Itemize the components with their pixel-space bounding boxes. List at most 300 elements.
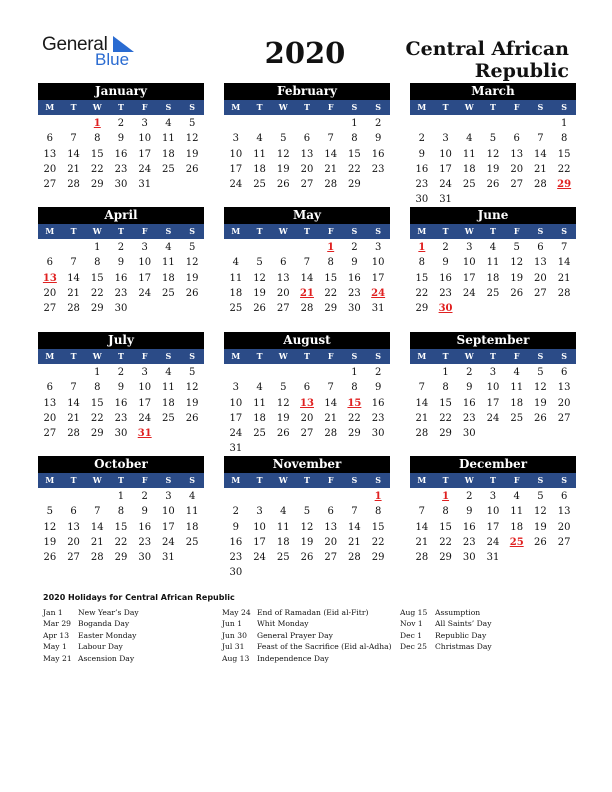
holiday-item xyxy=(43,653,139,664)
day-grid xyxy=(224,116,390,192)
holiday-column xyxy=(400,607,492,653)
day: 16 xyxy=(371,397,385,409)
holiday-item xyxy=(43,607,139,618)
weekday-label: T xyxy=(304,475,310,485)
empty-cell xyxy=(457,116,481,131)
day: 20 xyxy=(43,412,57,424)
day: 1 xyxy=(442,367,449,378)
empty-cell xyxy=(295,240,319,255)
day: 25 xyxy=(462,179,476,191)
day: 17 xyxy=(253,536,266,548)
day: 15 xyxy=(114,521,128,533)
day: 17 xyxy=(371,272,385,284)
day: 8 xyxy=(442,506,449,518)
weekday-header xyxy=(410,224,576,239)
weekday-label: M xyxy=(231,351,241,361)
day: 26 xyxy=(185,287,199,299)
weekday-header xyxy=(38,349,204,364)
weekday-label: S xyxy=(189,226,196,236)
day: 25 xyxy=(162,287,175,299)
day: 27 xyxy=(276,303,290,315)
weekday-label: W xyxy=(278,102,288,112)
month-may xyxy=(224,207,390,316)
weekday-label: T xyxy=(256,102,263,112)
day: 12 xyxy=(43,521,57,533)
empty-cell xyxy=(62,240,86,255)
day: 5 xyxy=(280,382,287,394)
day: 27 xyxy=(534,287,547,299)
day: 10 xyxy=(138,382,152,394)
holiday-item xyxy=(400,630,492,641)
day: 24 xyxy=(138,287,152,299)
day: 30 xyxy=(114,428,128,440)
empty-cell xyxy=(38,240,62,255)
day: 23 xyxy=(371,412,385,424)
day: 2 xyxy=(232,506,240,518)
day: 8 xyxy=(327,257,334,269)
day: 8 xyxy=(94,257,101,269)
day: 16 xyxy=(138,521,152,533)
weekday-label: F xyxy=(327,351,334,361)
empty-cell xyxy=(481,116,505,131)
holiday-item xyxy=(400,607,492,618)
holiday-day: 13 xyxy=(42,272,57,284)
holiday-date: Dec 25 xyxy=(400,642,427,652)
month-name: April xyxy=(38,207,204,224)
weekday-label: T xyxy=(490,226,496,236)
day: 27 xyxy=(67,552,80,564)
day: 12 xyxy=(510,257,524,269)
day: 7 xyxy=(418,506,426,518)
day: 16 xyxy=(229,536,243,548)
day: 10 xyxy=(229,148,243,160)
country-line-1: Central African xyxy=(405,38,569,60)
holiday-name: Whit Monday xyxy=(257,619,309,629)
day: 31 xyxy=(229,443,243,455)
day: 6 xyxy=(537,242,544,253)
holiday-date: Apr 13 xyxy=(43,630,70,640)
day: 25 xyxy=(253,428,266,440)
day: 12 xyxy=(185,257,199,269)
holiday-day: 24 xyxy=(371,287,386,299)
day: 13 xyxy=(324,521,338,533)
day: 5 xyxy=(489,133,497,145)
day: 9 xyxy=(418,148,426,160)
day: 20 xyxy=(510,163,524,175)
day: 12 xyxy=(276,148,290,160)
day: 24 xyxy=(486,536,500,548)
day: 2 xyxy=(466,367,473,378)
weekday-label: S xyxy=(189,102,196,112)
day: 10 xyxy=(229,397,243,409)
day: 28 xyxy=(324,179,338,191)
day: 2 xyxy=(466,491,473,502)
day: 6 xyxy=(303,133,311,145)
day: 22 xyxy=(415,287,429,299)
holiday-item xyxy=(43,641,139,652)
day: 7 xyxy=(351,506,358,518)
day: 16 xyxy=(371,148,385,160)
weekday-label: S xyxy=(351,475,358,485)
day: 5 xyxy=(188,367,196,378)
day: 23 xyxy=(415,179,429,191)
holiday-day: 13 xyxy=(300,397,314,409)
day: 19 xyxy=(510,272,524,284)
weekday-label: S xyxy=(351,226,358,236)
weekday-label: T xyxy=(70,475,77,485)
day: 6 xyxy=(46,133,54,145)
day: 31 xyxy=(371,303,385,315)
day: 17 xyxy=(229,412,243,424)
empty-cell xyxy=(38,365,62,380)
day: 17 xyxy=(138,148,152,160)
day: 20 xyxy=(557,521,571,533)
day: 13 xyxy=(43,397,57,409)
weekday-label: W xyxy=(278,226,288,236)
day: 29 xyxy=(90,428,104,440)
holidays-title: 2020 Holidays for Central African Republic xyxy=(43,593,235,602)
day: 11 xyxy=(162,133,175,145)
day-grid xyxy=(38,365,204,441)
day: 24 xyxy=(253,552,266,564)
day: 30 xyxy=(114,179,128,191)
day: 27 xyxy=(43,428,57,440)
empty-cell xyxy=(38,489,62,504)
day: 16 xyxy=(462,397,476,409)
day: 24 xyxy=(462,287,476,299)
day: 12 xyxy=(534,382,547,394)
day: 20 xyxy=(300,163,314,175)
day: 31 xyxy=(439,194,452,206)
day: 13 xyxy=(67,521,80,533)
day: 4 xyxy=(232,257,240,269)
holiday-day: 1 xyxy=(442,491,450,502)
day: 19 xyxy=(534,521,547,533)
day: 25 xyxy=(276,552,290,564)
day: 26 xyxy=(486,179,500,191)
day: 24 xyxy=(229,428,243,440)
day: 19 xyxy=(185,397,199,409)
holiday-date: May 1 xyxy=(43,642,67,652)
day: 15 xyxy=(90,148,104,160)
holiday-date: Dec 1 xyxy=(400,630,423,640)
day: 21 xyxy=(534,163,547,175)
day: 26 xyxy=(253,303,266,315)
day: 26 xyxy=(534,412,547,424)
weekday-label: S xyxy=(165,351,172,361)
weekday-header xyxy=(410,349,576,364)
day: 1 xyxy=(94,367,101,378)
month-august xyxy=(224,332,390,457)
day: 26 xyxy=(276,179,290,191)
day: 9 xyxy=(117,382,125,394)
day: 3 xyxy=(232,382,240,394)
weekday-header xyxy=(410,473,576,488)
day: 29 xyxy=(348,428,361,440)
day: 21 xyxy=(415,412,429,424)
day: 9 xyxy=(351,257,358,269)
day: 17 xyxy=(138,397,152,409)
day: 8 xyxy=(351,133,358,145)
day: 23 xyxy=(114,163,128,175)
empty-cell xyxy=(248,116,272,131)
logo-text-blue: Blue xyxy=(95,50,130,69)
day: 12 xyxy=(534,506,547,518)
day: 6 xyxy=(327,506,334,518)
weekday-label: S xyxy=(375,351,382,361)
day: 14 xyxy=(324,397,338,409)
weekday-label: T xyxy=(304,102,310,112)
holiday-day: 30 xyxy=(438,303,453,315)
empty-cell xyxy=(248,365,272,380)
day: 16 xyxy=(439,272,452,284)
day: 3 xyxy=(442,133,449,145)
weekday-label: W xyxy=(92,351,102,361)
weekday-label: T xyxy=(70,102,77,112)
holiday-item xyxy=(400,618,492,629)
holiday-day: 31 xyxy=(137,428,152,440)
holiday-name: Republic Day xyxy=(435,630,487,640)
day: 18 xyxy=(229,287,243,299)
day: 22 xyxy=(348,412,361,424)
holiday-item xyxy=(400,641,492,652)
day: 5 xyxy=(280,133,287,145)
day: 18 xyxy=(510,397,524,409)
day: 14 xyxy=(90,521,104,533)
month-november xyxy=(224,456,390,581)
day: 29 xyxy=(90,179,104,191)
day: 16 xyxy=(348,272,361,284)
weekday-label: T xyxy=(70,226,77,236)
holiday-date: Jan 1 xyxy=(43,608,63,617)
empty-cell xyxy=(434,116,458,131)
month-september xyxy=(410,332,576,441)
weekday-label: S xyxy=(165,475,172,485)
day: 9 xyxy=(117,133,125,145)
day: 15 xyxy=(371,521,385,533)
weekday-label: M xyxy=(45,226,55,236)
day: 24 xyxy=(229,179,243,191)
holiday-name: Ascension Day xyxy=(78,653,135,663)
day: 30 xyxy=(138,552,152,564)
day: 24 xyxy=(162,536,175,548)
holiday-date: Nov 1 xyxy=(400,619,423,629)
weekday-label: T xyxy=(256,475,263,485)
empty-cell xyxy=(85,489,109,504)
day: 30 xyxy=(462,552,476,564)
empty-cell xyxy=(343,489,367,504)
weekday-label: M xyxy=(417,351,427,361)
holiday-item xyxy=(222,653,392,664)
empty-cell xyxy=(271,489,295,504)
weekday-label: M xyxy=(45,102,55,112)
holiday-name: Labour Day xyxy=(78,642,123,652)
day: 21 xyxy=(557,272,571,284)
day: 16 xyxy=(415,163,429,175)
day: 30 xyxy=(415,194,429,206)
month-july xyxy=(38,332,204,441)
weekday-label: T xyxy=(490,102,496,112)
day: 3 xyxy=(141,242,148,253)
day: 30 xyxy=(348,303,361,315)
day: 27 xyxy=(43,179,57,191)
day: 4 xyxy=(188,491,196,502)
day: 19 xyxy=(276,163,290,175)
weekday-label: W xyxy=(92,475,102,485)
holiday-item xyxy=(222,641,392,652)
day: 8 xyxy=(374,506,382,518)
day: 10 xyxy=(138,257,152,269)
weekday-label: M xyxy=(231,102,241,112)
day: 21 xyxy=(67,412,80,424)
day: 20 xyxy=(557,397,571,409)
month-june xyxy=(410,207,576,316)
holiday-date: May 21 xyxy=(43,653,72,663)
weekday-header xyxy=(38,224,204,239)
day: 14 xyxy=(324,148,338,160)
day: 23 xyxy=(348,287,361,299)
weekday-label: W xyxy=(464,226,474,236)
day: 21 xyxy=(415,536,429,548)
day: 6 xyxy=(46,257,54,269)
day: 16 xyxy=(114,272,128,284)
day: 10 xyxy=(138,133,152,145)
day-grid xyxy=(38,240,204,316)
day: 24 xyxy=(439,179,452,191)
weekday-label: F xyxy=(513,102,520,112)
day: 13 xyxy=(557,382,571,394)
empty-cell xyxy=(319,365,343,380)
day: 25 xyxy=(486,287,500,299)
weekday-label: S xyxy=(189,351,196,361)
month-april xyxy=(38,207,204,316)
day: 19 xyxy=(185,272,199,284)
weekday-label: S xyxy=(375,226,382,236)
weekday-label: M xyxy=(231,226,241,236)
day: 15 xyxy=(439,397,452,409)
day-grid xyxy=(224,365,390,457)
weekday-header xyxy=(224,100,390,115)
day: 2 xyxy=(374,367,382,378)
day: 17 xyxy=(486,521,500,533)
day: 7 xyxy=(70,382,77,394)
empty-cell xyxy=(224,116,248,131)
day: 13 xyxy=(300,148,314,160)
day: 17 xyxy=(229,163,243,175)
holiday-column xyxy=(43,607,139,664)
day: 3 xyxy=(466,242,473,253)
day: 14 xyxy=(67,397,80,409)
weekday-label: W xyxy=(278,351,288,361)
month-name: June xyxy=(410,207,576,224)
day: 28 xyxy=(534,179,547,191)
weekday-label: T xyxy=(70,351,77,361)
empty-cell xyxy=(271,365,295,380)
day: 1 xyxy=(351,118,358,129)
day: 9 xyxy=(466,506,473,518)
day: 25 xyxy=(253,179,266,191)
day: 15 xyxy=(90,272,104,284)
weekday-label: S xyxy=(165,226,172,236)
day: 27 xyxy=(510,179,524,191)
day: 12 xyxy=(300,521,314,533)
day: 20 xyxy=(276,287,290,299)
holiday-date: Jun 30 xyxy=(222,630,247,640)
holiday-date: May 24 xyxy=(222,608,251,617)
holiday-day: 21 xyxy=(300,287,314,299)
day: 2 xyxy=(374,118,382,129)
weekday-label: M xyxy=(231,475,241,485)
empty-cell xyxy=(410,489,434,504)
weekday-label: S xyxy=(537,475,544,485)
day: 17 xyxy=(138,272,152,284)
day: 20 xyxy=(67,536,80,548)
weekday-header xyxy=(224,473,390,488)
day: 7 xyxy=(70,257,77,269)
day: 14 xyxy=(300,272,314,284)
empty-cell xyxy=(295,116,319,131)
day: 22 xyxy=(324,287,338,299)
weekday-label: S xyxy=(561,475,568,485)
day: 27 xyxy=(557,536,571,548)
day: 16 xyxy=(462,521,476,533)
holiday-date: Jul 31 xyxy=(222,642,245,652)
holiday-name: Christmas Day xyxy=(435,642,492,652)
holiday-item xyxy=(43,618,139,629)
weekday-label: S xyxy=(537,102,544,112)
day-grid xyxy=(38,116,204,192)
holiday-day: 1 xyxy=(327,242,335,253)
weekday-label: T xyxy=(118,102,124,112)
day: 25 xyxy=(162,163,175,175)
weekday-label: F xyxy=(513,226,520,236)
day: 2 xyxy=(117,242,125,253)
holiday-date: Jun 1 xyxy=(222,619,243,629)
day: 28 xyxy=(300,303,314,315)
empty-cell xyxy=(295,365,319,380)
day: 29 xyxy=(348,179,361,191)
day: 17 xyxy=(486,397,500,409)
day-grid xyxy=(224,489,390,581)
day: 28 xyxy=(67,179,80,191)
day: 8 xyxy=(418,257,426,269)
day: 16 xyxy=(114,148,128,160)
day: 5 xyxy=(537,367,544,378)
day: 22 xyxy=(371,536,385,548)
day: 28 xyxy=(557,287,571,299)
day: 26 xyxy=(43,552,57,564)
day: 25 xyxy=(162,412,175,424)
holiday-name: Feast of the Sacrifice (Eid al-Adha) xyxy=(257,642,392,652)
weekday-header xyxy=(38,473,204,488)
holiday-item xyxy=(222,630,392,641)
day-grid xyxy=(410,240,576,316)
day: 27 xyxy=(43,303,57,315)
day: 1 xyxy=(94,242,101,253)
day: 26 xyxy=(300,552,314,564)
weekday-label: M xyxy=(417,226,427,236)
day: 5 xyxy=(188,242,196,253)
day: 13 xyxy=(276,272,290,284)
day: 1 xyxy=(351,367,358,378)
weekday-label: W xyxy=(92,226,102,236)
holiday-day: 1 xyxy=(93,118,101,129)
day: 19 xyxy=(43,536,57,548)
year-title: 2020 xyxy=(264,36,346,70)
day: 7 xyxy=(327,382,334,394)
day: 7 xyxy=(537,133,544,145)
weekday-label: T xyxy=(304,351,310,361)
